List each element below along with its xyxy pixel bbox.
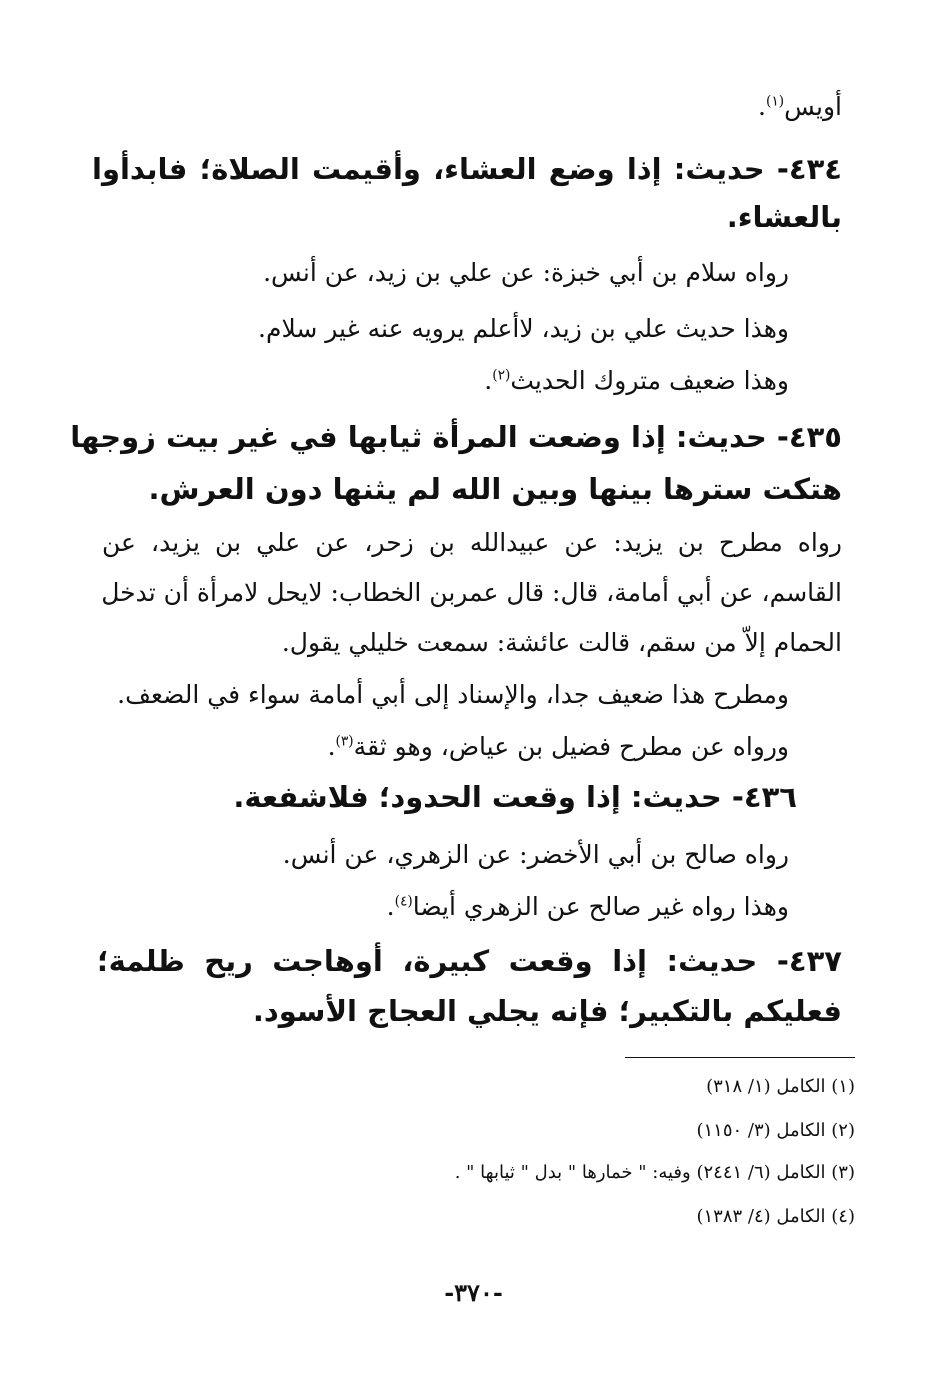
text-line: ومطرح هذا ضعيف جدا، والإسناد إلى أبي أمامة سواء في الضعف. — [117, 680, 789, 709]
footnote-ref: (١) — [766, 93, 785, 110]
hadith-heading: ٤٣٤- حديث: إذا وضع العشاء، وأقيمت الصلاة؛ فابدأوا — [92, 152, 842, 186]
line-text: ورواه عن مطرح فضيل بن عياض، وهو ثقة — [353, 732, 789, 761]
hadith-heading-cont: بالعشاء. — [726, 200, 842, 234]
hadith-heading: ٤٣٦- حديث: إذا وقعت الحدود؛ فلاشفعة. — [233, 780, 797, 814]
text-line — [484, 366, 789, 395]
line-text: أويس — [784, 92, 842, 121]
page-number: -٣٧٠- — [444, 1278, 503, 1307]
hadith-heading: ٤٣٧- حديث: إذا وقعت كبيرة، أوهاجت ريح ظلمة؛ — [97, 944, 842, 978]
text-line: القاسم، عن أبي أمامة، قال: قال عمربن الخطاب: لايحل لامرأة أن تدخل — [101, 578, 842, 607]
line-text: وهذا ضعيف متروك الحديث — [510, 366, 789, 395]
text-line: رواه صالح بن أبي الأخضر: عن الزهري، عن أنس. — [282, 840, 789, 869]
footnote-ref: (٤) — [394, 893, 413, 910]
text-line: الحمام إلاّ من سقم، قالت عائشة: سمعت خليلي يقول. — [281, 628, 842, 657]
text-line: رواه مطرح بن يزيد: عن عبيدالله بن زحر، عن علي بن يزيد، عن — [102, 528, 842, 557]
line-end: . — [484, 366, 493, 395]
line-end: . — [386, 892, 395, 921]
line-end: . — [327, 732, 336, 761]
text-line — [758, 92, 842, 121]
footnote-ref: (٣) — [335, 733, 354, 750]
footnote: (٣) الكامل (٦/ ٢٤٤١) وفيه: " خمارها " بدل " ثيابها " . — [454, 1162, 855, 1183]
footnote-divider — [625, 1057, 855, 1058]
text-line — [387, 892, 789, 921]
footnote-ref: (٢) — [492, 367, 511, 384]
footnote: (١) الكامل (١/ ٣١٨) — [706, 1076, 855, 1097]
footnote: (٤) الكامل (٤/ ١٣٨٣) — [696, 1206, 855, 1227]
text-line: وهذا حديث علي بن زيد، لاأعلم يرويه عنه غير سلام. — [258, 314, 789, 343]
line-end: . — [758, 92, 766, 121]
text-line: رواه سلام بن أبي خبزة: عن علي بن زيد، عن أنس. — [263, 258, 789, 287]
line-text: وهذا رواه غير صالح عن الزهري أيضا — [412, 892, 789, 921]
text-line — [328, 732, 789, 761]
hadith-heading-cont: فعليكم بالتكبير؛ فإنه يجلي العجاج الأسود. — [252, 994, 842, 1028]
hadith-heading-cont: هتكت سترها بينها وبين الله لم يثنها دون العرش. — [148, 472, 842, 506]
hadith-heading: ٤٣٥- حديث: إذا وضعت المرأة ثيابها في غير بيت زوجها — [70, 420, 842, 454]
footnote: (٢) الكامل (٣/ ١١٥٠) — [696, 1120, 855, 1141]
